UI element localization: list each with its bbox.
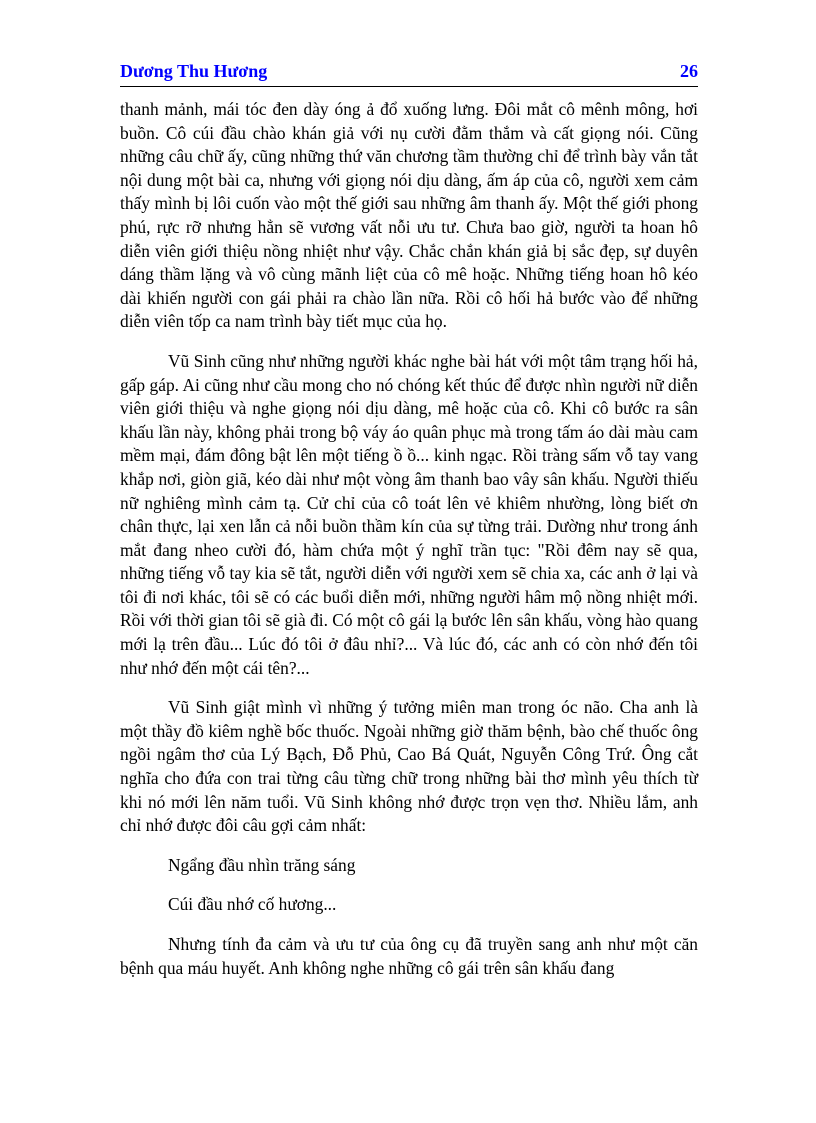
paragraph: Vũ Sinh cũng như những người khác nghe bài hát với một tâm trạng hối hả, gấp gáp. Ai cũng như cầu mong cho nó chóng kết thúc để được nhìn người nữ diễn viên giới thiệu và nghe giọng nói dịu dàng, mê hoặc của cô. Khi cô bước ra sân khấu lần này, không phải trong bộ váy áo quân phục mà trong tấm áo dài màu cam mềm mại, đám đông bật lên một tiếng ồ ồ... kinh ngạc. Rồi tràng sấm vỗ tay vang khắp nơi, giòn giã, kéo dài như một vòng âm thanh bao vây sân khấu. Người thiếu nữ nghiêng mình cảm tạ. Cử chỉ của cô toát lên vẻ khiêm nhường, lòng biết ơn chân thực, lại xen lẫn cả nỗi buồn thầm kín của sự từng trải. Dường như trong ánh mắt đang nheo cười đó, hàm chứa một ý nghĩ trần tục: "Rồi đêm nay sẽ qua, những tiếng vỗ tay kia sẽ tắt, người diễn với người xem sẽ chia xa, các anh ở lại và tôi đi nơi khác, tôi sẽ có các buổi diễn mới, những người hâm mộ nồng nhiệt mới. Rồi với thời gian tôi sẽ già đi. Có một cô gái lạ bước lên sân khấu, vòng hào quang mới lạ trên đầu... Lúc đó tôi ở đâu nhỉ?... Và lúc đó, các anh có còn nhớ đến tôi như nhớ đến một cái tên?... <box>120 350 698 678</box>
header-author: Dương Thu Hương <box>120 61 268 81</box>
paragraph: Nhưng tính đa cảm và ưu tư của ông cụ đã truyền sang anh như một căn bệnh qua máu huyết. Anh không nghe những cô gái trên sân khấu đang <box>120 934 698 978</box>
header-page-number: 26 <box>680 61 698 81</box>
page-header <box>120 60 698 87</box>
body-text <box>120 98 698 996</box>
paragraph: thanh mảnh, mái tóc đen dày óng ả đổ xuống lưng. Đôi mắt cô mênh mông, hơi buồn. Cô cúi đầu chào khán giả với nụ cười đằm thắm và cất giọng nói. Cũng những câu chữ ấy, cũng những thứ văn chương tầm thường chỉ để trình bày vắn tắt nội dung một bài ca, nhưng với giọng nói dịu dàng, ấm áp của cô, người xem cảm thấy mình bị lôi cuốn vào một thế giới sau những âm thanh ấy. Một thế giới phong phú, rực rỡ nhưng hẳn sẽ vương vất nỗi ưu tư. Chưa bao giờ, người ta hoan hô diễn viên giới thiệu nồng nhiệt như vậy. Chắc chắn khán giả bị sắc đẹp, sự duyên dáng thầm lặng và vô cùng mãnh liệt của cô mê hoặc. Những tiếng hoan hô kéo dài khiến người con gái phải ra chào lần nữa. Rồi cô hối hả bước vào để những diễn viên tốp ca nam trình bày tiết mục của họ. <box>120 99 698 332</box>
verse-line: Cúi đầu nhớ cố hương... <box>168 894 337 915</box>
verse-line: Ngẩng đầu nhìn trăng sáng <box>168 854 356 875</box>
paragraph: Vũ Sinh giật mình vì những ý tưởng miên man trong óc não. Cha anh là một thầy đồ kiêm nghề bốc thuốc. Ngoài những giờ thăm bệnh, bào chế thuốc ông ngồi ngâm thơ của Lý Bạch, Đỗ Phủ, Cao Bá Quát, Nguyễn Công Trứ. Ông cắt nghĩa cho đứa con trai từng câu từng chữ trong những bài thơ mình yêu thích từ khi nó mới lên năm tuổi. Vũ Sinh không nhớ được trọn vẹn thơ. Nhiều lắm, anh chỉ nhớ được đôi câu gợi cảm nhất: <box>120 697 698 836</box>
